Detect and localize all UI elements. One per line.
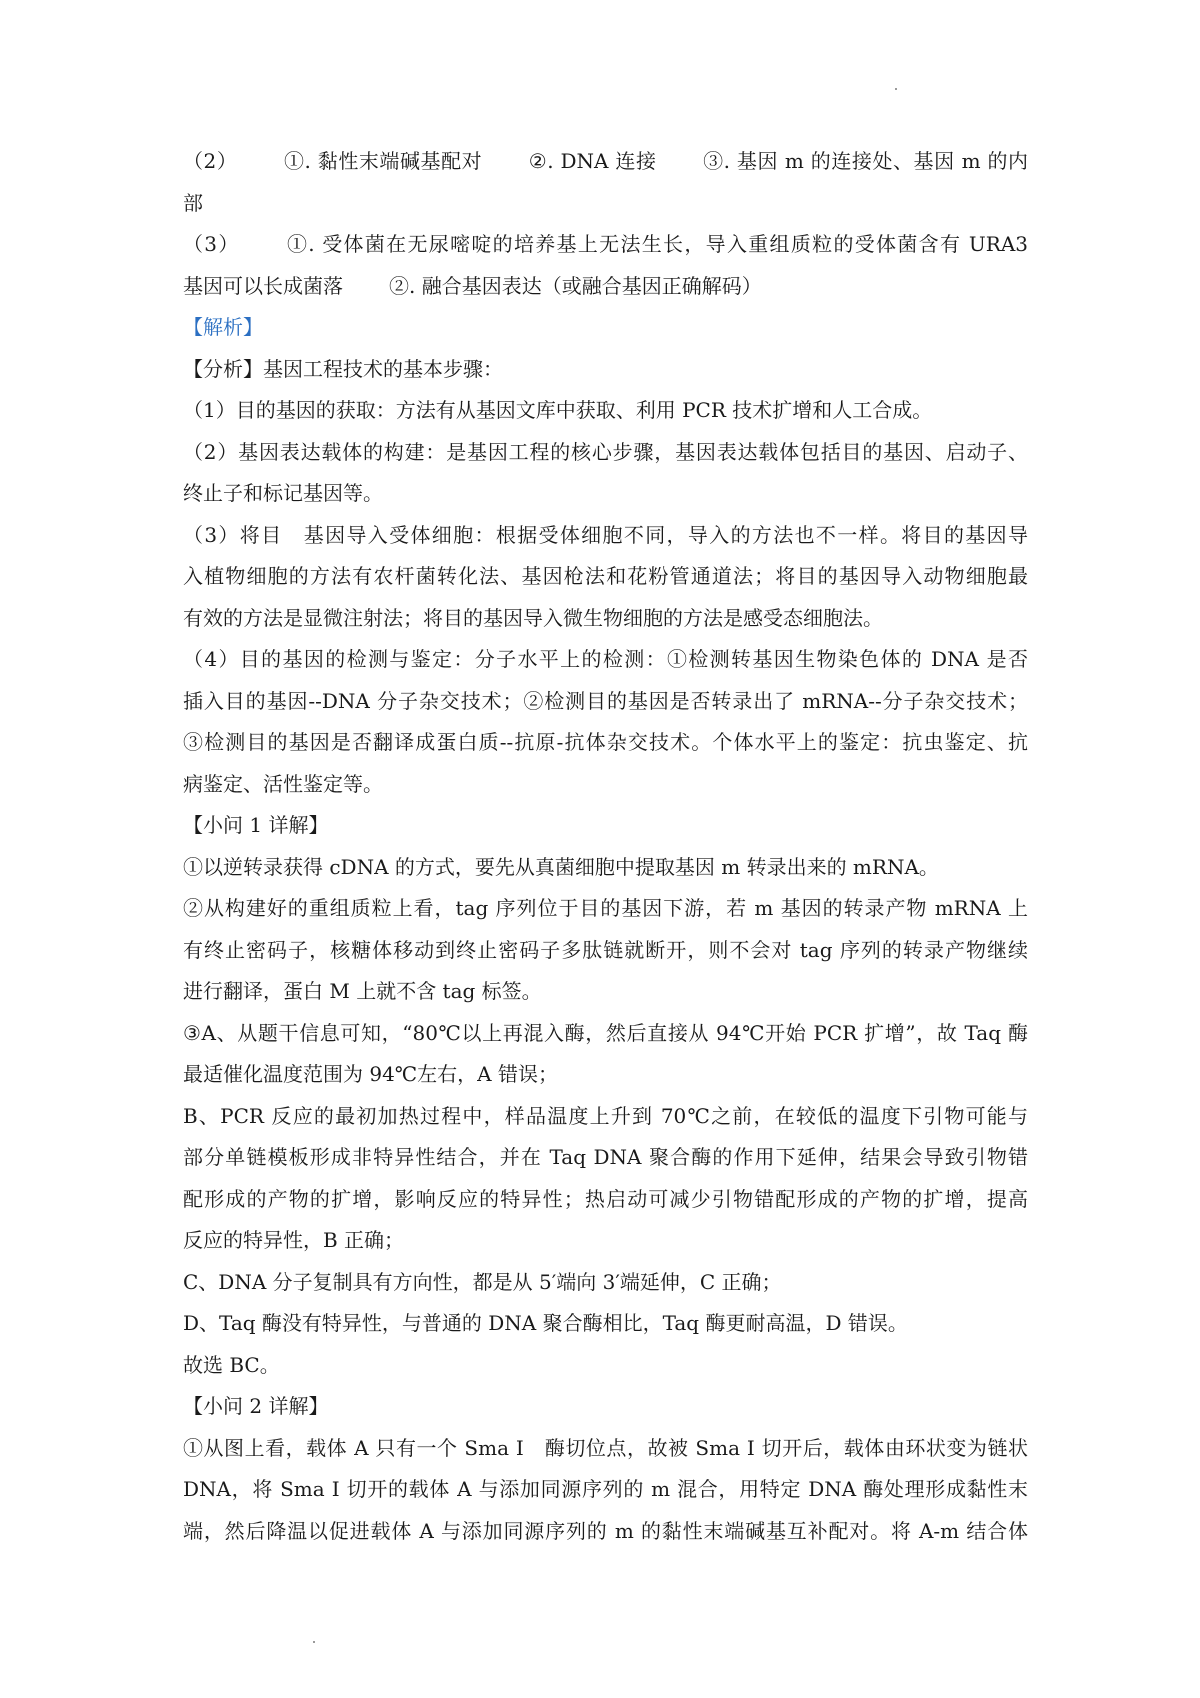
q1-detail-line: 反应的特异性，B 正确； — [183, 1228, 405, 1252]
q1-detail-line: C、DNA 分子复制具有方向性，都是从 5′端向 3′端延伸，C 正确； — [183, 1269, 782, 1294]
analysis-line: （1）目的基因的获取：方法有从基因文库中获取、利用 PCR 技术扩增和人工合成。 — [183, 398, 933, 422]
analysis-line: ③检测目的基因是否翻译成蛋白质--抗原-抗体杂交技术。个体水平上的鉴定：抗虫鉴定、抗 — [183, 730, 1028, 754]
answer-q2-number: （2） — [183, 149, 238, 173]
analysis-heading: 【解析】 — [183, 315, 263, 339]
analysis-intro: 【分析】基因工程技术的基本步骤： — [183, 356, 503, 381]
answer-q3-line — [183, 224, 1028, 266]
answer-q3-part-b: ②. 融合基因表达（或融合基因正确解码） — [389, 273, 762, 298]
analysis-line: 入植物细胞的方法有农杆菌转化法、基因枪法和花粉管通道法；将目的基因导入动物细胞最 — [183, 564, 1028, 588]
q1-detail-line: 部分单链模板形成非特异性结合，并在 Taq DNA 聚合酶的作用下延伸，结果会导致引物错 — [183, 1145, 1028, 1169]
analysis-line: （3）将目 基因导入受体细胞：根据受体细胞不同，导入的方法也不一样。将目的基因导 — [183, 522, 1028, 547]
scan-speck-bottom — [313, 1641, 315, 1643]
answer-q2-line — [183, 141, 1028, 183]
analysis-line: 终止子和标记基因等。 — [183, 481, 383, 505]
analysis-line: 有效的方法是显微注射法；将目的基因导入微生物细胞的方法是感受态细胞法。 — [183, 605, 883, 630]
q1-detail-heading: 【小问 1 详解】 — [183, 813, 329, 837]
answer-q3-part-a-cont: 基因可以长成菌落 — [183, 273, 343, 298]
q1-detail-line: 故选 BC。 — [183, 1352, 280, 1377]
analysis-line: 插入目的基因--DNA 分子杂交技术；②检测目的基因是否转录出了 mRNA--分子杂交技术； — [183, 688, 1028, 713]
analysis-line: 病鉴定、活性鉴定等。 — [183, 771, 383, 796]
q1-detail-line: B、PCR 反应的最初加热过程中，样品温度上升到 70℃之前，在较低的温度下引物可能与 — [183, 1103, 1028, 1128]
analysis-line: （2）基因表达载体的构建：是基因工程的核心步骤，基因表达载体包括目的基因、启动子、 — [183, 439, 1028, 464]
q2-detail-line: 端，然后降温以促进载体 A 与添加同源序列的 m 的黏性末端碱基互补配对。将 A-m 结合体 — [183, 1518, 1028, 1543]
q1-detail-line: 进行翻译，蛋白 M 上就不含 tag 标签。 — [183, 979, 542, 1003]
document-page — [183, 141, 1028, 1552]
answer-q3-part-a: ①. 受体菌在无尿嘧啶的培养基上无法生长，导入重组质粒的受体菌含有 URA3 — [285, 232, 1028, 256]
q1-detail-line: ①以逆转录获得 cDNA 的方式，要先从真菌细胞中提取基因 m 转录出来的 mRNA。 — [183, 854, 939, 879]
q1-detail-line: D、Taq 酶没有特异性，与普通的 DNA 聚合酶相比，Taq 酶更耐高温，D 错误。 — [183, 1311, 908, 1335]
q1-detail-line: 最适催化温度范围为 94℃左右，A 错误； — [183, 1062, 558, 1086]
scan-speck-top — [895, 88, 897, 90]
q2-detail-line: ①从图上看，载体 A 只有一个 Sma I 酶切位点，故被 Sma I 切开后，载体由环状变为链状 — [183, 1435, 1028, 1460]
q1-detail-line: 配形成的产物的扩增，影响反应的特异性；热启动可减少引物错配形成的产物的扩增，提高 — [183, 1186, 1028, 1211]
answer-q2-continuation: 部 — [183, 190, 203, 215]
q2-detail-heading: 【小问 2 详解】 — [183, 1394, 329, 1418]
q1-detail-line: ②从构建好的重组质粒上看，tag 序列位于目的基因下游，若 m 基因的转录产物 mRNA 上 — [183, 896, 1028, 920]
q2-detail-line: DNA，将 Sma I 切开的载体 A 与添加同源序列的 m 混合，用特定 DNA 酶处理形成黏性末 — [183, 1477, 1028, 1501]
q1-detail-line: 有终止密码子，核糖体移动到终止密码子多肽链就断开，则不会对 tag 序列的转录产物继续 — [183, 937, 1028, 962]
analysis-line: （4）目的基因的检测与鉴定：分子水平上的检测：①检测转基因生物染色体的 DNA 是否 — [183, 647, 1028, 671]
answer-q3-number: （3） — [183, 232, 240, 256]
answer-q2-part-a: ①. 黏性末端碱基配对 — [283, 149, 483, 173]
answer-q2-part-c: ③. 基因 m 的连接处、基因 m 的内 — [702, 149, 1028, 173]
q1-detail-line: ③A、从题干信息可知，“80℃以上再混入酶，然后直接从 94℃开始 PCR 扩增”，故 Taq 酶 — [183, 1020, 1028, 1045]
answer-q2-part-b: ②. DNA 连接 — [528, 149, 657, 173]
answer-q3-continuation — [183, 266, 1028, 308]
